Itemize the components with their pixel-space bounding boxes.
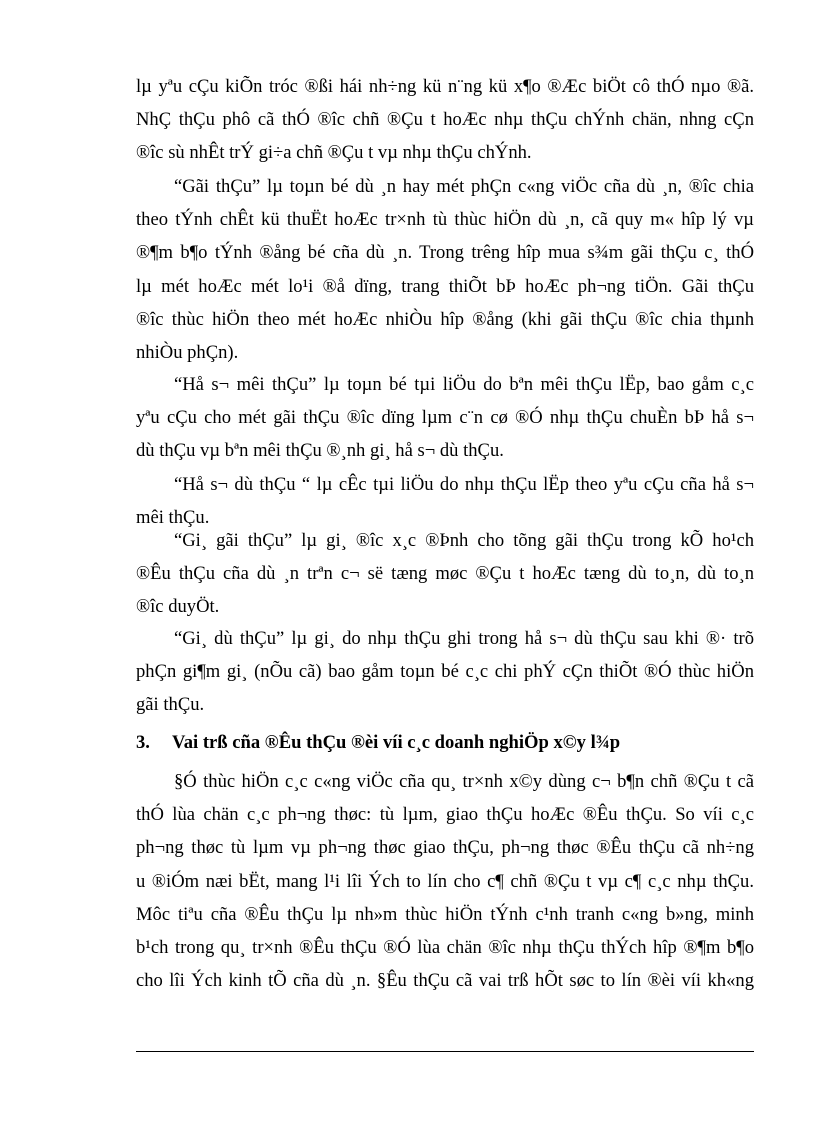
text-line: “Gãi thÇu” lµ toµn bé dù ¸n hay mét phÇn c«ng viÖc cña dù ¸n, ®îc chia — [174, 176, 754, 197]
text-line: ®¶m b¶o tÝnh ®ång bé cña dù ¸n. Trong trêng hîp mua s¾m gãi thÇu c¸ thÓ — [136, 242, 754, 264]
text-line: yªu cÇu cho mét gãi thÇu ®îc dïng lµm c¨n cø ®Ó nhµ thÇu chuÈn bÞ hå s¬ — [136, 407, 754, 429]
text-line: “Gi¸ gãi thÇu” lµ gi¸ ®îc x¸c ®Þnh cho tõng gãi thÇu trong kÕ ho¹ch — [174, 530, 754, 551]
text-line: lµ yªu cÇu kiÕn tróc ®ßi hái nh÷ng kü n¨ng kü x¶o ®Æc biÖt cô thÓ nµo ®ã. — [136, 76, 754, 97]
text-line: ph¬ng thøc tù lµm vµ ph¬ng thøc giao thÇu, ph¬ng thøc ®Êu thÇu cã nh÷ng — [136, 837, 754, 859]
text-line: “Gi¸ dù thÇu” lµ gi¸ do nhµ thÇu ghi trong hå s¬ dù thÇu sau khi ®· trõ — [174, 628, 754, 649]
text-line: ®Êu thÇu cña dù ¸n trªn c¬ së tæng møc ®Çu t hoÆc tæng dù to¸n, dù to¸n — [136, 563, 754, 585]
paragraph-bidding-documents — [136, 368, 754, 468]
paragraph-bid-price — [136, 622, 754, 722]
paragraph-package-price — [136, 524, 754, 624]
text-line: gãi thÇu. — [136, 694, 205, 716]
footer-divider — [136, 1051, 754, 1052]
text-line: b¹ch trong qu¸ tr×nh ®Êu thÇu ®Ó lùa chän ®îc nhµ thÇu thÝch hîp ®¶m b¶o — [136, 936, 754, 958]
paragraph-role-of-bidding — [136, 765, 754, 997]
text-line: Môc tiªu cña ®Êu thÇu lµ nh»m thùc hiÖn tÝnh c¹nh tranh c«ng b»ng, minh — [136, 903, 754, 925]
text-line: §Ó thùc hiÖn c¸c c«ng viÖc cña qu¸ tr×nh x©y dùng c¬ b¶n chñ ®Çu t cã — [174, 771, 754, 792]
text-line: ®îc sù nhÊt trÝ gi÷a chñ ®Çu t vµ nhµ thÇu chÝnh. — [136, 142, 532, 164]
text-line: “Hå s¬ dù thÇu “ lµ cÊc tµi liÖu do nhµ thÇu lËp theo yªu cÇu cña hå s¬ — [174, 474, 754, 495]
paragraph-subcontractor — [136, 70, 754, 170]
text-line: thÓ lùa chän c¸c ph¬ng thøc: tù lµm, giao thÇu hoÆc ®Êu thÇu. So víi c¸c — [136, 804, 754, 826]
text-line: phÇn gi¶m gi¸ (nÕu cã) bao gåm toµn bé c¸c chi phÝ cÇn thiÕt ®Ó thùc hiÖn — [136, 661, 754, 683]
section-number: 3. — [136, 732, 150, 753]
text-line: lµ mét hoÆc mét lo¹i ®å dïng, trang thiÕt bÞ hoÆc ph¬ng tiÖn. Gãi thÇu — [136, 275, 754, 297]
text-line: ®îc duyÖt. — [136, 596, 220, 618]
section-heading — [136, 726, 754, 759]
paragraph-bid-package — [136, 170, 754, 369]
text-line: ®îc thùc hiÖn theo mét hoÆc nhiÒu hîp ®ång (khi gãi thÇu ®îc chia thµnh — [136, 308, 754, 330]
text-line: cho lîi Ých kinh tÕ cña dù ¸n. §Êu thÇu cã vai trß hÕt søc to lín ®èi víi kh«ng — [136, 970, 754, 992]
text-line: mêi thÇu. — [136, 507, 210, 529]
text-line: u ®iÓm næi bËt, mang l¹i lîi Ých to lín cho c¶ chñ ®Çu t vµ c¶ c¸c nhµ thÇu. — [136, 870, 754, 892]
section-title: Vai trß cña ®Êu thÇu ®èi víi c¸c doanh nghiÖp x©y l¾p — [172, 732, 621, 753]
text-line: “Hå s¬ mêi thÇu” lµ toµn bé tµi liÖu do bªn mêi thÇu lËp, bao gåm c¸c — [174, 374, 754, 395]
text-line: dù thÇu vµ bªn mêi thÇu ®¸nh gi¸ hå s¬ dù thÇu. — [136, 440, 504, 462]
text-line: theo tÝnh chÊt kü thuËt hoÆc tr×nh tù thùc hiÖn dù ¸n, cã quy m« hîp lý vµ — [136, 209, 754, 231]
text-line: NhÇ thÇu phô cã thÓ ®îc chñ ®Çu t hoÆc nhµ thÇu chÝnh chän, nhng cÇn — [136, 109, 754, 131]
text-line: nhiÒu phÇn). — [136, 341, 239, 363]
